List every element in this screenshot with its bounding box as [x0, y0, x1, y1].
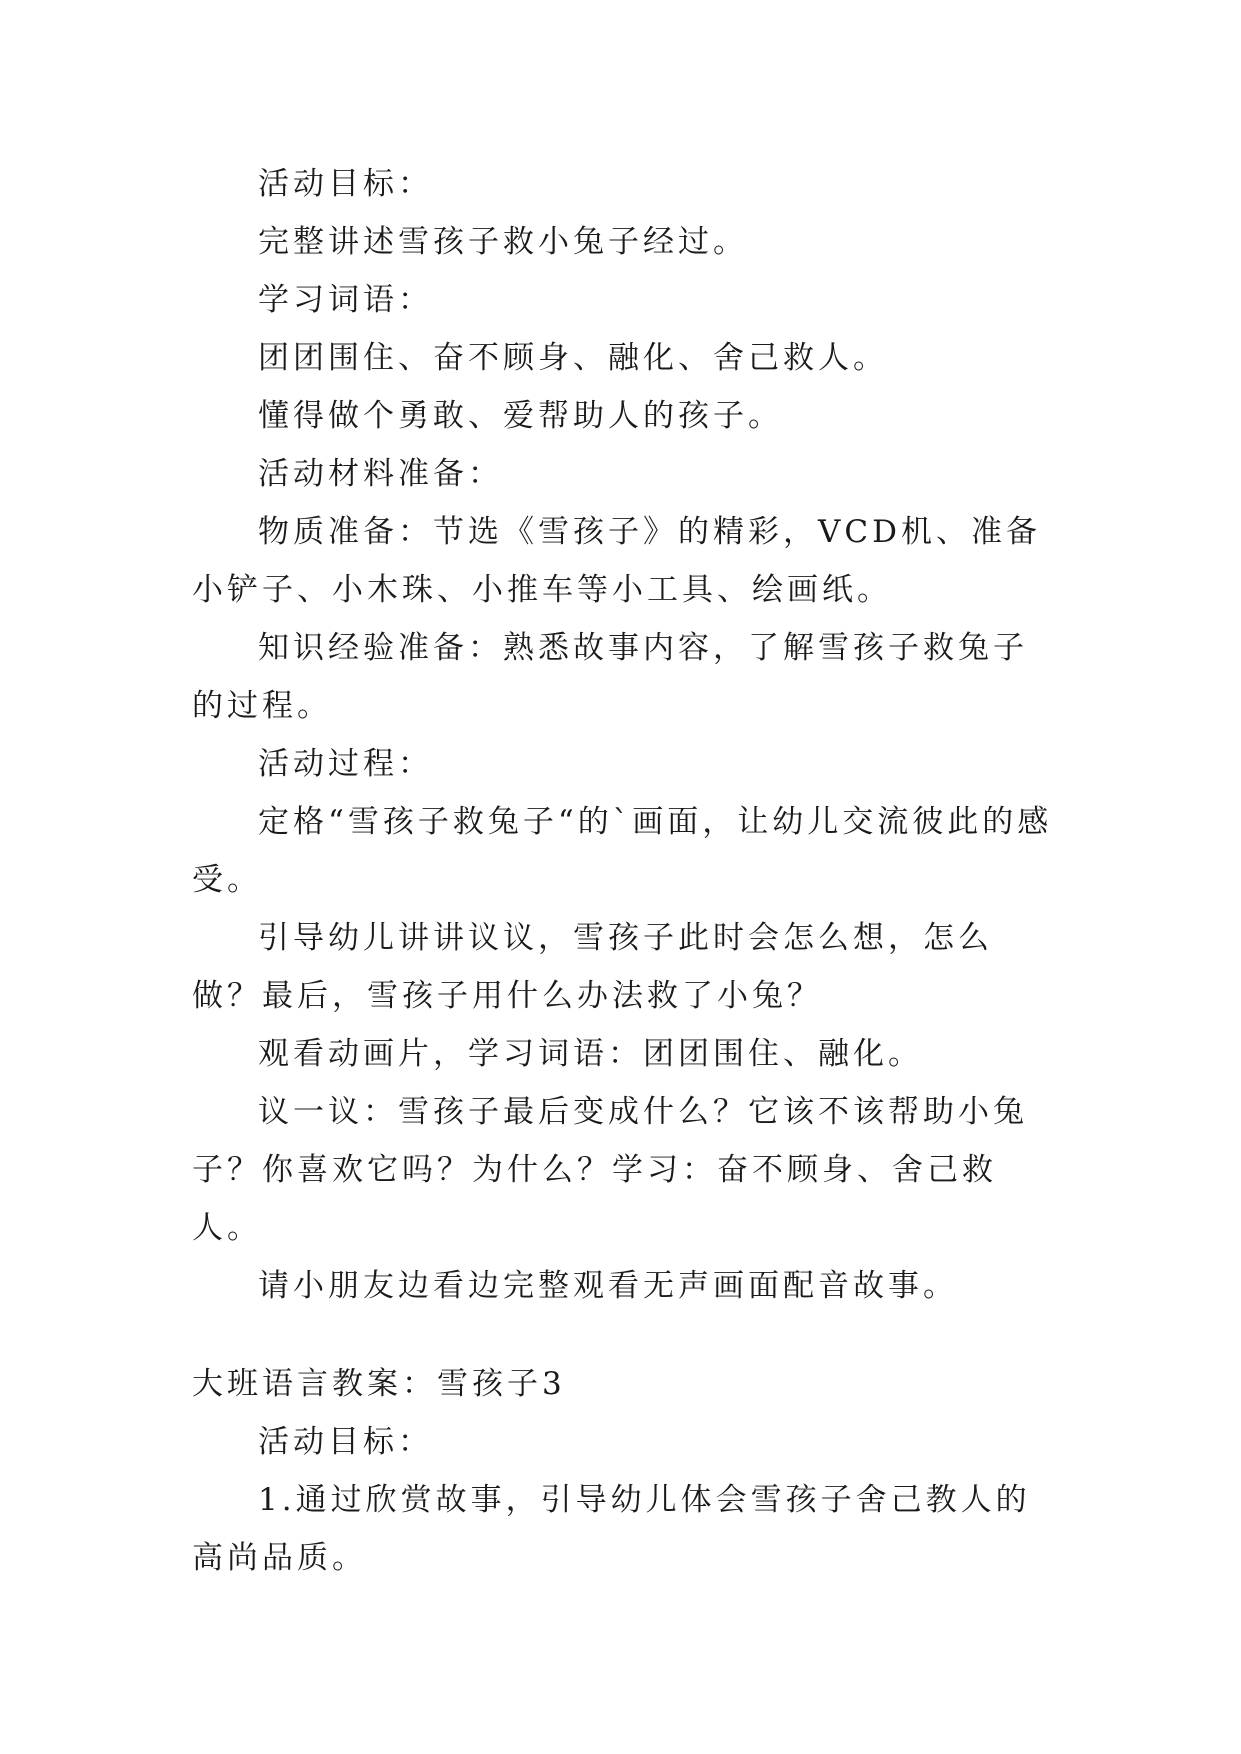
paragraph: 引导幼儿讲讲议议，雪孩子此时会怎么想，怎么做？最后，雪孩子用什么办法救了小兔？	[192, 920, 993, 1014]
paragraph-goal-heading: 活动目标：	[258, 166, 433, 202]
paragraph: 团团围住、奋不顾身、融化、舍己救人。	[258, 340, 888, 376]
section-spacer	[192, 1315, 1062, 1355]
paragraph-goal-heading: 活动目标：	[258, 1424, 433, 1460]
section-title: 大班语言教案：雪孩子3	[192, 1366, 566, 1402]
paragraph: 懂得做个勇敢、爱帮助人的孩子。	[258, 398, 783, 434]
paragraph-process-heading: 活动过程：	[258, 746, 433, 782]
paragraph: 议一议：雪孩子最后变成什么？它该不该帮助小兔子？你喜欢它吗？为什么？学习：奋不顾身、舍己救人。	[192, 1094, 1028, 1246]
document-body	[192, 155, 1062, 1587]
paragraph: 定格“雪孩子救兔子“的`画面，让幼儿交流彼此的感受。	[192, 804, 1053, 898]
paragraph: 知识经验准备：熟悉故事内容，了解雪孩子救兔子的过程。	[192, 630, 1028, 724]
paragraph: 请小朋友边看边完整观看无声画面配音故事。	[258, 1268, 958, 1304]
paragraph: 完整讲述雪孩子救小兔子经过。	[258, 224, 748, 260]
paragraph: 物质准备：节选《雪孩子》的精彩，VCD机、准备小铲子、小木珠、小推车等小工具、绘画纸。	[192, 514, 1041, 608]
paragraph-materials-heading: 活动材料准备：	[258, 456, 503, 492]
paragraph-vocab-heading: 学习词语：	[258, 282, 433, 318]
paragraph: 1.通过欣赏故事，引导幼儿体会雪孩子舍己教人的高尚品质。	[192, 1482, 1031, 1576]
paragraph: 观看动画片，学习词语：团团围住、融化。	[258, 1036, 923, 1072]
